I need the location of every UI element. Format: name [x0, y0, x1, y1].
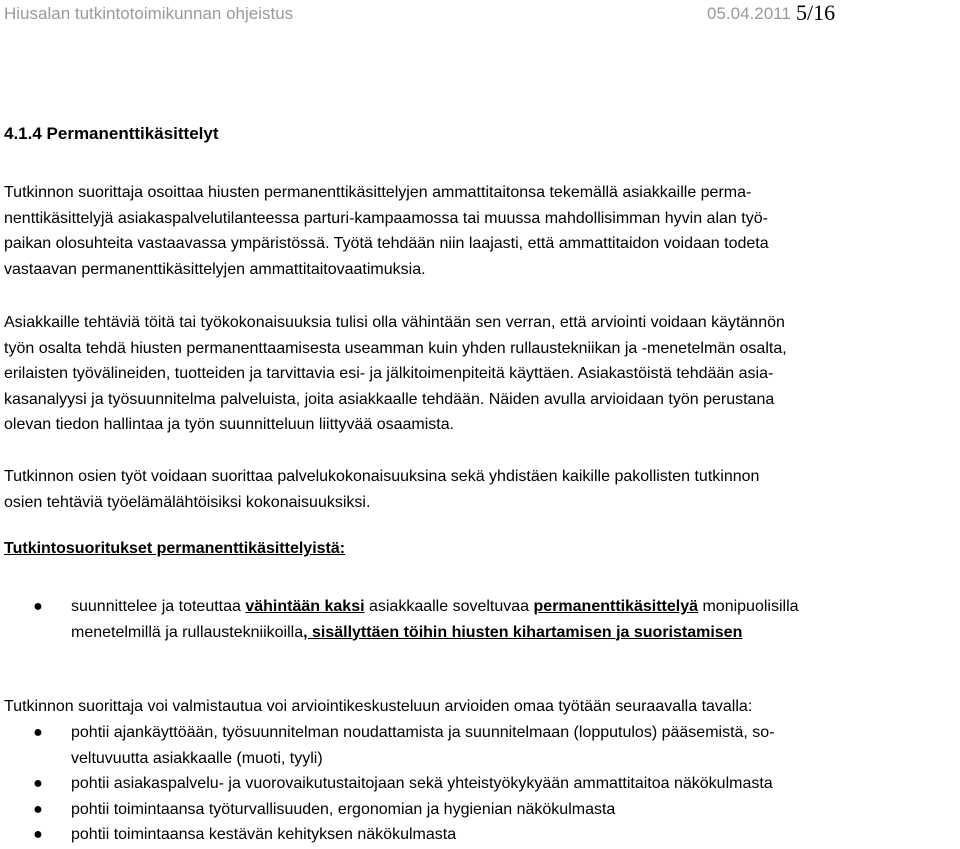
header-title: Hiusalan tutkintotoimikunnan ohjeistus	[4, 4, 294, 23]
text-line: olevan tiedon hallintaa ja työn suunnitteluun liittyvää osaamista.	[4, 416, 455, 433]
text-line	[71, 594, 956, 620]
text-line: erilaisten työvälineiden, tuotteiden ja tarvittavia esi- ja jälkitoimenpiteitä käyttäen. Asiakastöistä tehdään asia-	[4, 365, 774, 382]
text-line: nenttikäsittelyjä asiakaspalvelutilanteessa parturi-kampaamossa tai muussa mahdollisimman hyvin alan työ-	[4, 209, 768, 227]
text-line: Tutkinnon osien työt voidaan suorittaa palvelukokonaisuuksina sekä yhdistäen kaikille pakollisten tutkinnon	[4, 468, 760, 485]
text-line: kasanalyysi ja työsuunnitelma palveluista, joita asiakkaalle tehdään. Näiden avulla arvioidaan työn perustana	[4, 390, 775, 408]
section-title: 4.1.4 Permanenttikäsittelyt	[4, 124, 219, 143]
performances-heading: Tutkintosuoritukset permanenttikäsittelyistä:	[4, 540, 346, 557]
performances-list	[4, 594, 956, 645]
bullet-icon: ●	[33, 800, 43, 818]
abilities-intro	[4, 694, 956, 720]
text-line: veltuvuutta asiakkaalle (muoti, tyyli)	[71, 749, 323, 767]
bullet-icon: ●	[33, 775, 43, 792]
text-line: pohtii toimintaansa kestävän kehityksen näkökulmasta	[71, 826, 457, 843]
text-line: Tutkinnon suorittaja voi valmistautua voi arviointikeskusteluun arvioiden omaa työtään seuraavalla tavalla:	[4, 698, 753, 715]
emphasis-text: permanenttikäsittelyä	[533, 598, 699, 615]
bullet-icon: ●	[33, 826, 43, 843]
bullet-icon: ●	[33, 724, 43, 741]
text-line	[71, 620, 956, 646]
header-date: 05.04.2011	[707, 4, 791, 23]
list-item	[4, 797, 956, 823]
text-line: pohtii asiakaspalvelu- ja vuorovaikutustaitojaan sekä yhteistyökykyään ammattitaitoa näkökulmasta	[71, 775, 773, 792]
bullet-icon: ●	[33, 598, 43, 615]
intro-paragraph	[4, 180, 956, 282]
text-segment: monipuolisilla	[698, 598, 799, 615]
parts-paragraph	[4, 464, 956, 515]
text-line: Tutkinnon suorittaja osoittaa hiusten permanenttikäsittelyjen ammattitaitonsa tekemällä asiakkaille perma-	[4, 184, 752, 201]
abilities-list	[4, 720, 956, 848]
text-line: vastaavan permanenttikäsittelyjen ammattitaitovaatimuksia.	[4, 260, 426, 278]
text-segment: suunnittelee ja toteuttaa	[71, 598, 246, 615]
assessment-paragraph	[4, 310, 956, 438]
text-segment: menetelmillä ja rullaustekniikoilla	[71, 623, 304, 641]
list-item	[4, 594, 956, 645]
list-item	[4, 822, 956, 848]
text-line: työn osalta tehdä hiusten permanenttaamisesta useamman kuin yhden rullaustekniikan ja -menetelmän osalta,	[4, 339, 787, 357]
list-item	[4, 771, 956, 797]
text-segment: asiakkaalle soveltuvaa	[364, 598, 534, 615]
text-line: osien tehtäviä työelämälähtöisiksi kokonaisuuksiksi.	[4, 493, 371, 511]
text-line: pohtii toimintaansa työturvallisuuden, ergonomian ja hygienian näkökulmasta	[71, 800, 616, 818]
text-line: paikan olosuhteita vastaavassa ympäristössä. Työtä tehdään niin laajasti, että ammattitaidon voidaan todeta	[4, 235, 769, 252]
text-line: pohtii ajankäyttöään, työsuunnitelman noudattamista ja suunnitelmaan (lopputulos) pääsemistä, so-	[71, 724, 775, 741]
page-number: 5/16	[796, 0, 836, 25]
list-item	[4, 720, 956, 771]
text-line: Asiakkaille tehtäviä töitä tai työkokonaisuuksia tulisi olla vähintään sen verran, että arviointi voidaan käytännön	[4, 314, 785, 331]
emphasis-text: vähintään kaksi	[245, 598, 365, 615]
emphasis-text: , sisällyttäen töihin hiusten kihartamisen ja suoristamisen	[303, 623, 743, 641]
